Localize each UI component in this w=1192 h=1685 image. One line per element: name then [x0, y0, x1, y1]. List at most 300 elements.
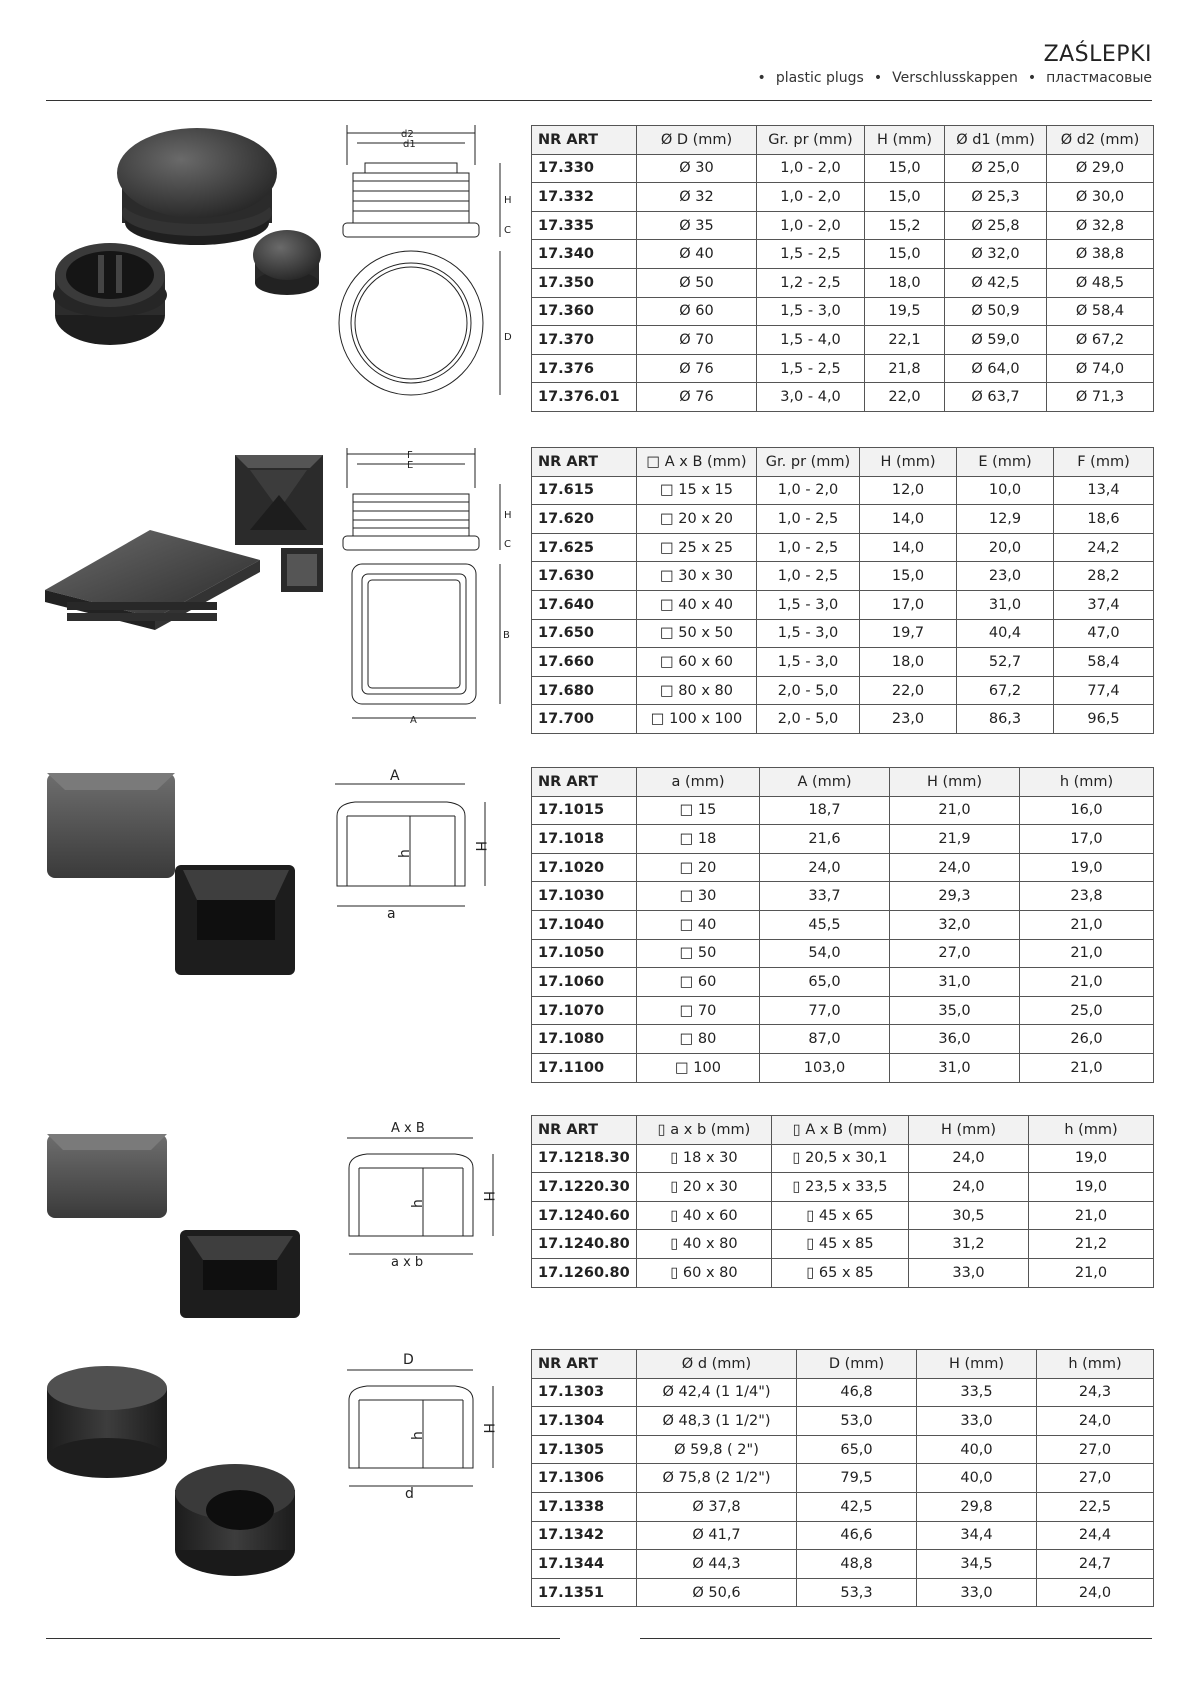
table-cell: 34,5	[917, 1550, 1037, 1579]
table-cell: 1,5 - 4,0	[757, 326, 865, 355]
dim-label-c: C	[504, 225, 511, 236]
table-cell: Ø 29,0	[1047, 154, 1154, 183]
table-cell: 18,0	[860, 648, 957, 677]
table-cell: 33,7	[760, 882, 890, 911]
table-cell: 53,3	[797, 1578, 917, 1607]
table-cell: □ 60 x 60	[637, 648, 757, 677]
table-cell: Ø 60	[637, 297, 757, 326]
table-cell: 2,0 - 5,0	[757, 705, 860, 734]
table-cell: 1,0 - 2,5	[757, 562, 860, 591]
table-cell: Ø 42,5	[945, 268, 1047, 297]
table-cell: 31,0	[957, 590, 1054, 619]
table-cell: 22,0	[865, 383, 945, 412]
table-cell: 17,0	[860, 590, 957, 619]
large-round-plug-image	[117, 128, 277, 245]
round-cap-top-image	[47, 1366, 167, 1478]
table-cell: 54,0	[760, 939, 890, 968]
dim-label-h: h	[410, 1199, 426, 1208]
dim-label-D: D	[403, 1352, 414, 1368]
table-cell: ▯ 18 x 30	[637, 1144, 772, 1173]
round-caps-table	[531, 1349, 1154, 1607]
header-cell: A (mm)	[760, 768, 890, 797]
square-caps-photo	[45, 770, 305, 980]
article-number-cell: 17.700	[532, 705, 637, 734]
dim-label-h: H	[504, 510, 512, 521]
table-row	[532, 910, 1154, 939]
table-cell: 46,6	[797, 1521, 917, 1550]
table-cell: 20,0	[957, 533, 1054, 562]
table-cell: 1,0 - 2,0	[757, 154, 865, 183]
table-cell: Ø 48,5	[1047, 268, 1154, 297]
page-title: ZAŚLEPKI	[1043, 42, 1152, 67]
article-number-cell: 17.1344	[532, 1550, 637, 1579]
article-number-cell: 17.1240.80	[532, 1230, 637, 1259]
article-number-cell: 17.1060	[532, 968, 637, 997]
header-cell: Ø d (mm)	[637, 1350, 797, 1379]
table-cell: Ø 50,6	[637, 1578, 797, 1607]
article-number-cell: 17.625	[532, 533, 637, 562]
header-cell: h (mm)	[1020, 768, 1154, 797]
table-cell: Ø 59,8 ( 2")	[637, 1435, 797, 1464]
table-cell: Ø 44,3	[637, 1550, 797, 1579]
table-cell: ▯ 45 x 85	[772, 1230, 909, 1259]
table-cell: 10,0	[957, 476, 1054, 505]
article-number-cell: 17.1220.30	[532, 1173, 637, 1202]
header-cell: ▯ a x b (mm)	[637, 1116, 772, 1145]
table-cell: 26,0	[1020, 1025, 1154, 1054]
table-row	[532, 1464, 1154, 1493]
table-cell: Ø 25,0	[945, 154, 1047, 183]
table-cell: Ø 32	[637, 183, 757, 212]
small-round-plug-image	[253, 230, 321, 295]
table-cell: Ø 30	[637, 154, 757, 183]
table-cell: 18,0	[865, 268, 945, 297]
table-cell: 27,0	[1037, 1435, 1154, 1464]
table-cell: 30,5	[909, 1201, 1029, 1230]
dim-label-D: D	[504, 332, 512, 343]
table-cell: 1,5 - 3,0	[757, 619, 860, 648]
table-cell: 21,0	[1029, 1258, 1154, 1287]
subtitle-de: Verschlusskappen	[892, 70, 1018, 86]
table-cell: Ø 75,8 (2 1/2")	[637, 1464, 797, 1493]
article-number-cell: 17.660	[532, 648, 637, 677]
table-cell: □ 80	[637, 1025, 760, 1054]
round-plugs-photo	[40, 125, 340, 355]
table-cell: 1,0 - 2,0	[757, 211, 865, 240]
article-number-cell: 17.1018	[532, 825, 637, 854]
header-cell: Gr. pr (mm)	[757, 126, 865, 155]
table-row	[532, 1407, 1154, 1436]
table-cell: 15,0	[865, 240, 945, 269]
table-cell: 1,5 - 2,5	[757, 354, 865, 383]
table-cell: Ø 76	[637, 354, 757, 383]
table-cell: 21,9	[890, 825, 1020, 854]
table-row	[532, 1201, 1154, 1230]
table-cell: 53,0	[797, 1407, 917, 1436]
table-row	[532, 326, 1154, 355]
table-cell: 34,4	[917, 1521, 1037, 1550]
table-cell: 96,5	[1054, 705, 1154, 734]
table-row	[532, 1025, 1154, 1054]
table-row	[532, 268, 1154, 297]
table-cell: Ø 64,0	[945, 354, 1047, 383]
table-cell: □ 15 x 15	[637, 476, 757, 505]
table-cell: □ 18	[637, 825, 760, 854]
table-header-row	[532, 448, 1154, 477]
table-cell: 3,0 - 4,0	[757, 383, 865, 412]
header-cell: F (mm)	[1054, 448, 1154, 477]
article-number-cell: 17.1030	[532, 882, 637, 911]
header-cell: NR ART	[532, 768, 637, 797]
table-cell: 33,0	[917, 1578, 1037, 1607]
table-cell: □ 20 x 20	[637, 505, 757, 534]
header-cell: H (mm)	[890, 768, 1020, 797]
tiny-square-plug-image	[281, 548, 323, 592]
pyramid-plug-image	[45, 530, 260, 630]
table-row	[532, 1550, 1154, 1579]
table-cell: Ø 58,4	[1047, 297, 1154, 326]
square-plugs-table	[531, 447, 1154, 734]
square-caps-table	[531, 767, 1154, 1083]
table-cell: 1,0 - 2,0	[757, 183, 865, 212]
table-cell: Ø 71,3	[1047, 383, 1154, 412]
table-row	[532, 939, 1154, 968]
dim-label-H: H	[472, 841, 488, 852]
table-cell: 52,7	[957, 648, 1054, 677]
table-cell: 37,4	[1054, 590, 1154, 619]
article-number-cell: 17.1240.60	[532, 1201, 637, 1230]
square-cap-drawing	[325, 768, 505, 928]
table-cell: □ 80 x 80	[637, 676, 757, 705]
table-cell: 40,0	[917, 1464, 1037, 1493]
dim-label-h: h	[397, 849, 413, 858]
table-cell: 21,8	[865, 354, 945, 383]
table-cell: ▯ 23,5 x 33,5	[772, 1173, 909, 1202]
table-row	[532, 648, 1154, 677]
table-row	[532, 590, 1154, 619]
header-cell: NR ART	[532, 1350, 637, 1379]
table-cell: □ 15	[637, 796, 760, 825]
table-cell: □ 40 x 40	[637, 590, 757, 619]
square-cap-top-image	[47, 773, 175, 878]
table-cell: □ 60	[637, 968, 760, 997]
table-cell: 40,4	[957, 619, 1054, 648]
table-row	[532, 619, 1154, 648]
table-cell: 1,5 - 3,0	[757, 297, 865, 326]
header-cell: □ A x B (mm)	[637, 448, 757, 477]
table-cell: 12,9	[957, 505, 1054, 534]
table-row	[532, 383, 1154, 412]
table-cell: 21,2	[1029, 1230, 1154, 1259]
article-number-cell: 17.1260.80	[532, 1258, 637, 1287]
table-cell: Ø 74,0	[1047, 354, 1154, 383]
table-row	[532, 1492, 1154, 1521]
table-cell: Ø 70	[637, 326, 757, 355]
table-cell: 23,0	[957, 562, 1054, 591]
article-number-cell: 17.680	[532, 676, 637, 705]
table-cell: 24,0	[1037, 1407, 1154, 1436]
dim-label-b: B	[503, 630, 510, 641]
square-plug-drawing	[335, 448, 515, 728]
table-row	[532, 240, 1154, 269]
table-cell: Ø 32,8	[1047, 211, 1154, 240]
table-cell: 31,0	[890, 1053, 1020, 1082]
article-number-cell: 17.1305	[532, 1435, 637, 1464]
table-cell: 77,4	[1054, 676, 1154, 705]
table-row	[532, 853, 1154, 882]
table-cell: □ 100	[637, 1053, 760, 1082]
open-round-plug-image	[53, 243, 167, 345]
table-cell: 67,2	[957, 676, 1054, 705]
table-cell: Ø 25,8	[945, 211, 1047, 240]
table-cell: 58,4	[1054, 648, 1154, 677]
table-cell: 29,3	[890, 882, 1020, 911]
round-cap-open-image	[175, 1464, 295, 1576]
table-row	[532, 796, 1154, 825]
table-cell: 24,4	[1037, 1521, 1154, 1550]
table-cell: Ø 25,3	[945, 183, 1047, 212]
table-header-row	[532, 1116, 1154, 1145]
header-rule	[46, 100, 1152, 101]
table-cell: 1,2 - 2,5	[757, 268, 865, 297]
table-cell: 21,0	[1020, 1053, 1154, 1082]
small-square-plug-image	[235, 455, 323, 545]
article-number-cell: 17.335	[532, 211, 637, 240]
table-cell: ▯ 65 x 85	[772, 1258, 909, 1287]
table-cell: Ø 30,0	[1047, 183, 1154, 212]
table-cell: 65,0	[797, 1435, 917, 1464]
article-number-cell: 17.620	[532, 505, 637, 534]
dim-label-H: H	[480, 1191, 496, 1202]
article-number-cell: 17.1342	[532, 1521, 637, 1550]
table-cell: Ø 41,7	[637, 1521, 797, 1550]
table-cell: 48,8	[797, 1550, 917, 1579]
table-cell: 35,0	[890, 996, 1020, 1025]
round-caps-photo	[45, 1360, 305, 1580]
table-cell: 25,0	[1020, 996, 1154, 1025]
rectangular-caps-table	[531, 1115, 1154, 1288]
article-number-cell: 17.1351	[532, 1578, 637, 1607]
article-number-cell: 17.370	[532, 326, 637, 355]
table-cell: ▯ 40 x 80	[637, 1230, 772, 1259]
rectangular-cap-top-image	[47, 1134, 167, 1218]
table-cell: 103,0	[760, 1053, 890, 1082]
table-cell: □ 100 x 100	[637, 705, 757, 734]
table-header-row	[532, 1350, 1154, 1379]
table-cell: ▯ 20 x 30	[637, 1173, 772, 1202]
table-cell: 33,0	[909, 1258, 1029, 1287]
table-row	[532, 505, 1154, 534]
header-cell: NR ART	[532, 448, 637, 477]
table-cell: □ 50	[637, 939, 760, 968]
table-row	[532, 533, 1154, 562]
footer-rule-left	[46, 1638, 560, 1639]
table-cell: 32,0	[890, 910, 1020, 939]
table-cell: 15,2	[865, 211, 945, 240]
table-cell: Ø 63,7	[945, 383, 1047, 412]
table-cell: □ 30	[637, 882, 760, 911]
rectangular-caps-photo	[45, 1130, 305, 1320]
rectangular-cap-open-image	[180, 1230, 300, 1318]
table-cell: 23,8	[1020, 882, 1154, 911]
article-number-cell: 17.330	[532, 154, 637, 183]
header-cell: Ø d2 (mm)	[1047, 126, 1154, 155]
article-number-cell: 17.630	[532, 562, 637, 591]
round-plugs-table	[531, 125, 1154, 412]
table-row	[532, 154, 1154, 183]
dim-label-a: a	[387, 906, 396, 922]
page-subtitle	[748, 70, 1152, 86]
table-cell: 19,0	[1029, 1173, 1154, 1202]
table-cell: □ 30 x 30	[637, 562, 757, 591]
header-cell: NR ART	[532, 1116, 637, 1145]
table-cell: 15,0	[865, 183, 945, 212]
table-cell: ▯ 45 x 65	[772, 1201, 909, 1230]
table-row	[532, 1144, 1154, 1173]
table-cell: □ 25 x 25	[637, 533, 757, 562]
table-cell: Ø 50	[637, 268, 757, 297]
bullet: •	[1027, 70, 1037, 86]
table-row	[532, 1435, 1154, 1464]
table-cell: 19,7	[860, 619, 957, 648]
article-number-cell: 17.1070	[532, 996, 637, 1025]
table-cell: 1,0 - 2,5	[757, 505, 860, 534]
header-cell: H (mm)	[909, 1116, 1029, 1145]
table-cell: 65,0	[760, 968, 890, 997]
article-number-cell: 17.340	[532, 240, 637, 269]
article-number-cell: 17.640	[532, 590, 637, 619]
table-cell: 15,0	[860, 562, 957, 591]
table-cell: Ø 59,0	[945, 326, 1047, 355]
table-row	[532, 1578, 1154, 1607]
table-cell: 24,0	[909, 1173, 1029, 1202]
dim-label-h: h	[410, 1431, 426, 1440]
dim-label-d: d	[405, 1486, 414, 1502]
table-cell: 24,0	[909, 1144, 1029, 1173]
header-cell: Ø d1 (mm)	[945, 126, 1047, 155]
table-row	[532, 183, 1154, 212]
rectangular-cap-drawing	[335, 1118, 515, 1278]
table-cell: 19,0	[1029, 1144, 1154, 1173]
dim-label-A: A	[390, 768, 400, 784]
table-cell: 13,4	[1054, 476, 1154, 505]
table-cell: Ø 38,8	[1047, 240, 1154, 269]
table-cell: 22,0	[860, 676, 957, 705]
table-cell: ▯ 60 x 80	[637, 1258, 772, 1287]
table-cell: 22,1	[865, 326, 945, 355]
dim-label-h: H	[504, 195, 512, 206]
dim-label-H: H	[480, 1423, 496, 1434]
dim-label-d1: d1	[403, 139, 416, 150]
table-row	[532, 705, 1154, 734]
article-number-cell: 17.1040	[532, 910, 637, 939]
table-cell: Ø 50,9	[945, 297, 1047, 326]
table-cell: Ø 67,2	[1047, 326, 1154, 355]
dim-label-e: E	[407, 460, 414, 471]
table-row	[532, 1230, 1154, 1259]
table-cell: 31,2	[909, 1230, 1029, 1259]
dim-label-d2: d2	[401, 129, 414, 140]
table-cell: 21,0	[1020, 939, 1154, 968]
table-cell: 24,0	[760, 853, 890, 882]
footer-rule-right	[640, 1638, 1152, 1639]
article-number-cell: 17.1304	[532, 1407, 637, 1436]
table-cell: 47,0	[1054, 619, 1154, 648]
header-cell: D (mm)	[797, 1350, 917, 1379]
table-cell: 1,0 - 2,0	[757, 476, 860, 505]
table-cell: 24,7	[1037, 1550, 1154, 1579]
table-cell: 15,0	[865, 154, 945, 183]
header-cell: H (mm)	[865, 126, 945, 155]
article-number-cell: 17.1306	[532, 1464, 637, 1493]
article-number-cell: 17.615	[532, 476, 637, 505]
table-cell: 22,5	[1037, 1492, 1154, 1521]
table-cell: 79,5	[797, 1464, 917, 1493]
table-cell: Ø 42,4 (1 1/4")	[637, 1378, 797, 1407]
bullet: •	[873, 70, 883, 86]
subtitle-ru: пластмасовые	[1046, 70, 1152, 86]
table-cell: Ø 76	[637, 383, 757, 412]
table-cell: 1,5 - 2,5	[757, 240, 865, 269]
header-cell: NR ART	[532, 126, 637, 155]
round-cap-drawing	[335, 1350, 515, 1510]
table-row	[532, 1258, 1154, 1287]
table-cell: ▯ 20,5 x 30,1	[772, 1144, 909, 1173]
table-cell: 36,0	[890, 1025, 1020, 1054]
table-cell: □ 50 x 50	[637, 619, 757, 648]
table-cell: 42,5	[797, 1492, 917, 1521]
table-header-row	[532, 126, 1154, 155]
table-cell: 18,6	[1054, 505, 1154, 534]
table-row	[532, 996, 1154, 1025]
dim-label-axb: a x b	[391, 1255, 424, 1270]
table-row	[532, 1378, 1154, 1407]
table-row	[532, 297, 1154, 326]
article-number-cell: 17.360	[532, 297, 637, 326]
table-row	[532, 1053, 1154, 1082]
header-cell: ▯ A x B (mm)	[772, 1116, 909, 1145]
article-number-cell: 17.332	[532, 183, 637, 212]
table-cell: 33,5	[917, 1378, 1037, 1407]
table-cell: 33,0	[917, 1407, 1037, 1436]
subtitle-en: plastic plugs	[775, 70, 864, 86]
table-cell: 2,0 - 5,0	[757, 676, 860, 705]
table-cell: 19,0	[1020, 853, 1154, 882]
table-cell: 18,7	[760, 796, 890, 825]
table-cell: 21,0	[1029, 1201, 1154, 1230]
table-cell: 1,5 - 3,0	[757, 590, 860, 619]
dim-label-f: F	[407, 450, 413, 461]
table-cell: Ø 35	[637, 211, 757, 240]
dim-label-c: C	[504, 539, 511, 550]
article-number-cell: 17.1100	[532, 1053, 637, 1082]
header-cell: a (mm)	[637, 768, 760, 797]
table-cell: Ø 48,3 (1 1/2")	[637, 1407, 797, 1436]
table-cell: Ø 40	[637, 240, 757, 269]
table-row	[532, 1173, 1154, 1202]
table-cell: 40,0	[917, 1435, 1037, 1464]
table-cell: 31,0	[890, 968, 1020, 997]
table-cell: 21,0	[1020, 968, 1154, 997]
article-number-cell: 17.376.01	[532, 383, 637, 412]
dim-label-AxB: A x B	[391, 1121, 425, 1136]
header-cell: h (mm)	[1037, 1350, 1154, 1379]
table-cell: 87,0	[760, 1025, 890, 1054]
bullet: •	[757, 70, 766, 86]
table-cell: 19,5	[865, 297, 945, 326]
table-cell: 27,0	[890, 939, 1020, 968]
article-number-cell: 17.376	[532, 354, 637, 383]
